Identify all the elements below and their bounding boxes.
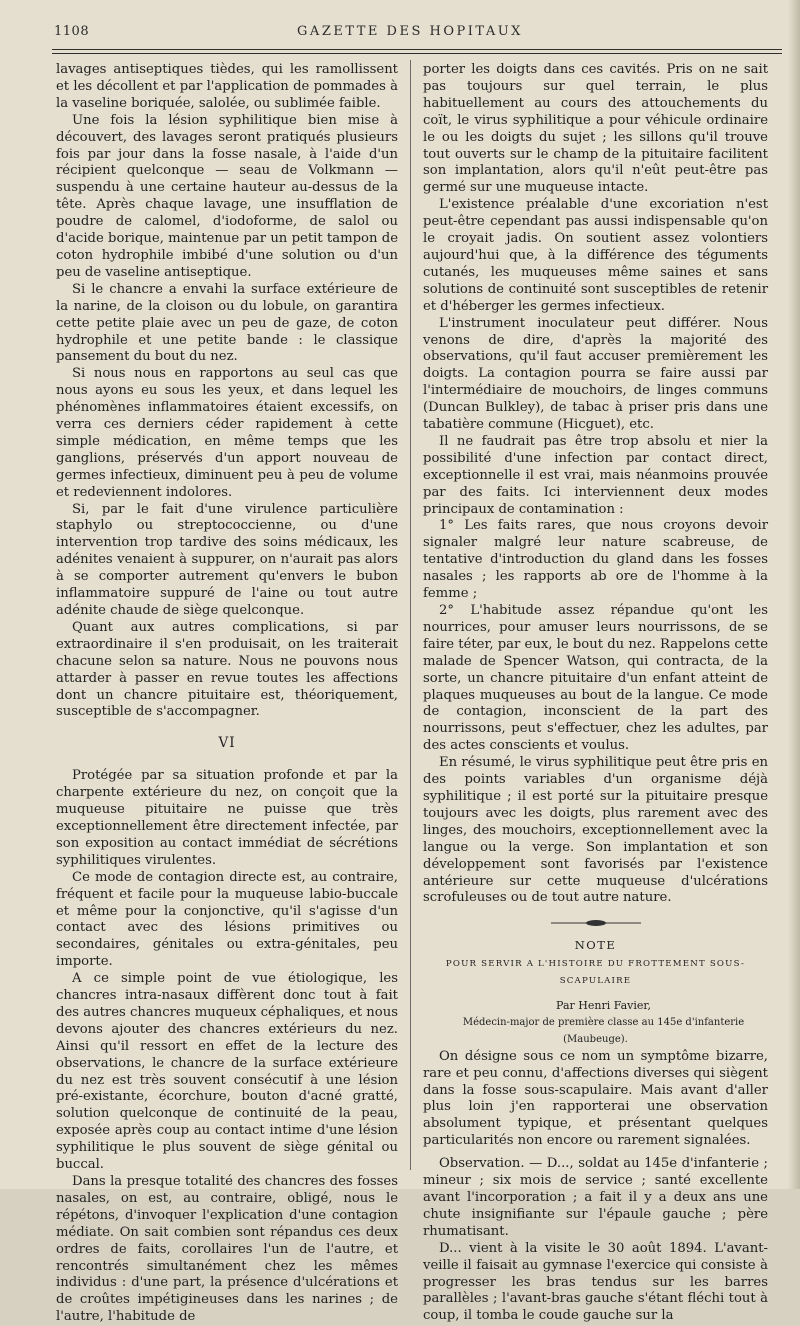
paragraph: porter les doigts dans ces cavités. Pris on ne sait pas toujours sur quel terrain, le plus habituellement au cours des attouchements du coït, le virus syphilitique a pour véhicule ordinaire le ou les doigts du sujet ; les sillons qu'il trouve tout ouverts sur le champ de la pituitaire facilitent son implantation, alors qu'il n'eût peut-être pas germé sur une muqueuse intacte. [423,62,768,196]
paragraph: Ce mode de contagion directe est, au contraire, fréquent et facile pour la muqueuse labio-buccale et même pour la conjonctive, qu'il s'agisse d'un contact avec des lésions primitives ou secondaires, génitales ou extra-génitales, peu importe. [56,869,398,970]
paragraph: D... vient à la visite le 30 août 1894. L'avant-veille il faisait au gymnase l'exercice qui consiste à progresser les bras tendus sur les barres parallèles ; l'avant-bras gauche s'étant fléchi tout à coup, il tomba le coude gauche sur la [423,1240,768,1324]
paragraph: Une fois la lésion syphilitique bien mise à découvert, des lavages seront pratiqués plusieurs fois par jour dans la fosse nasale, à l'aide d'un récipient quelconque — seau de Volkmann — suspendu à une certaine hauteur au-dessus de la tête. Après chaque lavage, une insufflation de poudre de calomel, d'iodoforme, de salol ou d'acide borique, maintenue par un petit tampon de coton hydrophile imbibé d'une solution ou d'un peu de vaseline antiseptique. [56,112,398,280]
page-header [40,18,780,42]
paragraph: On désigne sous ce nom un symptôme bizarre, rare et peu connu, d'affections diverses qui siègent dans la fosse sous-scapulaire. Mais avant d'aller plus loin j'en rapporterai une observation absolument typique, et présentant quelques particularités non encore ou rarement signalées. [423,1048,768,1149]
paragraph: 2° L'habitude assez répandue qu'ont les nourrices, pour amuser leurs nourrissons, de se faire téter, par eux, le bout du nez. Rappelons cette malade de Spencer Watson, qui contracta, de la sorte, un chancre pituitaire d'un enfant atteint de plaques muqueuses au bout de la langue. Ce mode de contagion, inconscient de la part des nourrissons, peut s'effectuer, chez les adultes, par des actes conscients et voulus. [423,603,768,754]
paragraph: Si nous nous en rapportons au seul cas que nous ayons eu sous les yeux, et dans lequel les phénomènes inflammatoires étaient excessifs, on verra ces derniers céder rapidement à cette simple médication, en même temps que les ganglions, préservés d'un apport nouveau de germes infectieux, diminuent peu à peu de volume et redeviennent indolores. [56,366,398,500]
paragraph: Il ne faudrait pas être trop absolu et nier la possibilité d'une infection par contact direct, exceptionnelle il est vrai, mais néanmoins prouvée par des faits. Ici interviennent deux modes principaux de contamination : [423,433,768,517]
paragraph: A ce simple point de vue étiologique, les chancres intra-nasaux diffèrent donc tout à fait des autres chancres muqueux céphaliques, et nous devons ajouter des chancres extérieurs du nez. Ainsi qu'il ressort en effet de la lecture des observations, le chancre de la surface extérieure du nez est très souvent consécutif à une lésion pré-existante, écorchure, bouton d'acné gratté, solution quelconque de continuité de la peau, exposée après coup au contact intime d'une lésion syphilitique le plus souvent de siège génital ou buccal. [56,971,398,1173]
paragraph: lavages antiseptiques tièdes, qui les ramollissent et les décollent et par l'application de pommades à la vaseline boriquée, salolée, ou sublimée faible. [56,62,398,111]
note-affiliation: Médecin-major de première classe au 145e d'infanterie (Maubeuge). [462,1016,745,1045]
section-number: VI [218,735,236,752]
paragraph: Si, par le fait d'une virulence particulière staphylo ou streptococcienne, ou d'une intervention trop tardive des soins médicaux, les adénites venaient à suppurer, on n'aurait pas alors à se comporter autrement qu'envers le bubon inflammatoire suppuré de l'aine ou tout autre adénite chaude de siège quelconque. [56,501,398,618]
ornament-divider [551,919,641,927]
header-rule [52,49,782,54]
paragraph: Si le chancre a envahi la surface extérieure de la narine, de la cloison ou du lobule, on garantira cette petite plaie avec un peu de gaze, de coton hydrophile et une petite bande : le classique pansement du bout du nez. [56,281,398,365]
note-title: NOTE [574,938,617,953]
left-column [56,62,398,1326]
paragraph: Observation. — D..., soldat au 145e d'infanterie ; mineur ; six mois de service ; santé excellente avant l'incorporation ; a fait il y a deux ans une chute insignifiante sur l'épaule gauche ; père rhumatisant. [423,1156,768,1239]
paragraph: En résumé, le virus syphilitique peut être pris en des points variables d'un organisme déjà syphilitique ; il est porté sur la pituitaire presque toujours avec les doigts, plus rarement avec des linges, des mouchoirs, exceptionnellement avec la langue ou la verge. Son implantation et son développement sont favorisés par l'existence antérieure sur cette muqueuse d'ulcérations scrofuleuses ou de tout autre nature. [423,755,768,906]
column-divider [410,60,411,1170]
paragraph: 1° Les faits rares, que nous croyons devoir signaler malgré leur nature scabreuse, de tentative d'introduction du gland dans les fosses nasales ; les rapports ab ore de l'homme à la femme ; [423,518,768,602]
note-byline: Par Henri Favier, [556,999,651,1013]
paragraph: L'instrument inoculateur peut différer. Nous venons de dire, d'après la majorité des observations, qu'il faut accuser premièrement les doigts. La contagion pourra se faire aussi par l'intermédiaire de mouchoirs, de linges communs (Duncan Bulkley), de tabac à priser pris dans une tabatière commune (Hicguet), etc. [423,315,768,433]
right-column [423,62,768,1325]
paragraph: L'existence préalable d'une excoriation n'est peut-être cependant pas aussi indispensable qu'on le croyait jadis. On soutient assez volontiers aujourd'hui que, à la différence des téguments cutanés, les muqueuses même saines et sans solutions de continuité sont susceptibles de retenir et d'héberger les germes infectieux. [423,197,768,314]
paragraph: Quant aux autres complications, si par extraordinaire il s'en produisait, on les traiterait chacune selon sa nature. Nous ne pouvons nous attarder à passer en revue toutes les affections dont un chancre pituitaire est, théoriquement, susceptible de s'accompagner. [56,619,398,720]
running-title: GAZETTE DES HOPITAUX [297,24,523,39]
note-subtitle: POUR SERVIR A L'HISTOIRE DU FROTTEMENT SOUS-SCAPULAIRE [445,959,746,987]
paragraph: Dans la presque totalité des chancres des fosses nasales, on est, au contraire, obligé, nous le répétons, d'invoquer l'explication d'une contagion médiate. On sait combien sont répandus ces deux ordres de faits, corollaires l'un de l'autre, et rencontrés simultanément chez les mêmes individus : d'une part, la présence d'ulcérations et de croûtes impétigineuses dans les narines ; de l'autre, l'habitude de [56,1174,398,1325]
page-number: 1108 [54,24,90,39]
paragraph: Protégée par sa situation profonde et par la charpente extérieure du nez, on conçoit que la muqueuse pituitaire ne puisse que très exceptionnellement être directement infectée, par son exposition au contact immédiat de sécrétions syphilitiques virulentes. [56,768,398,868]
page-edge-shadow [788,0,800,1189]
